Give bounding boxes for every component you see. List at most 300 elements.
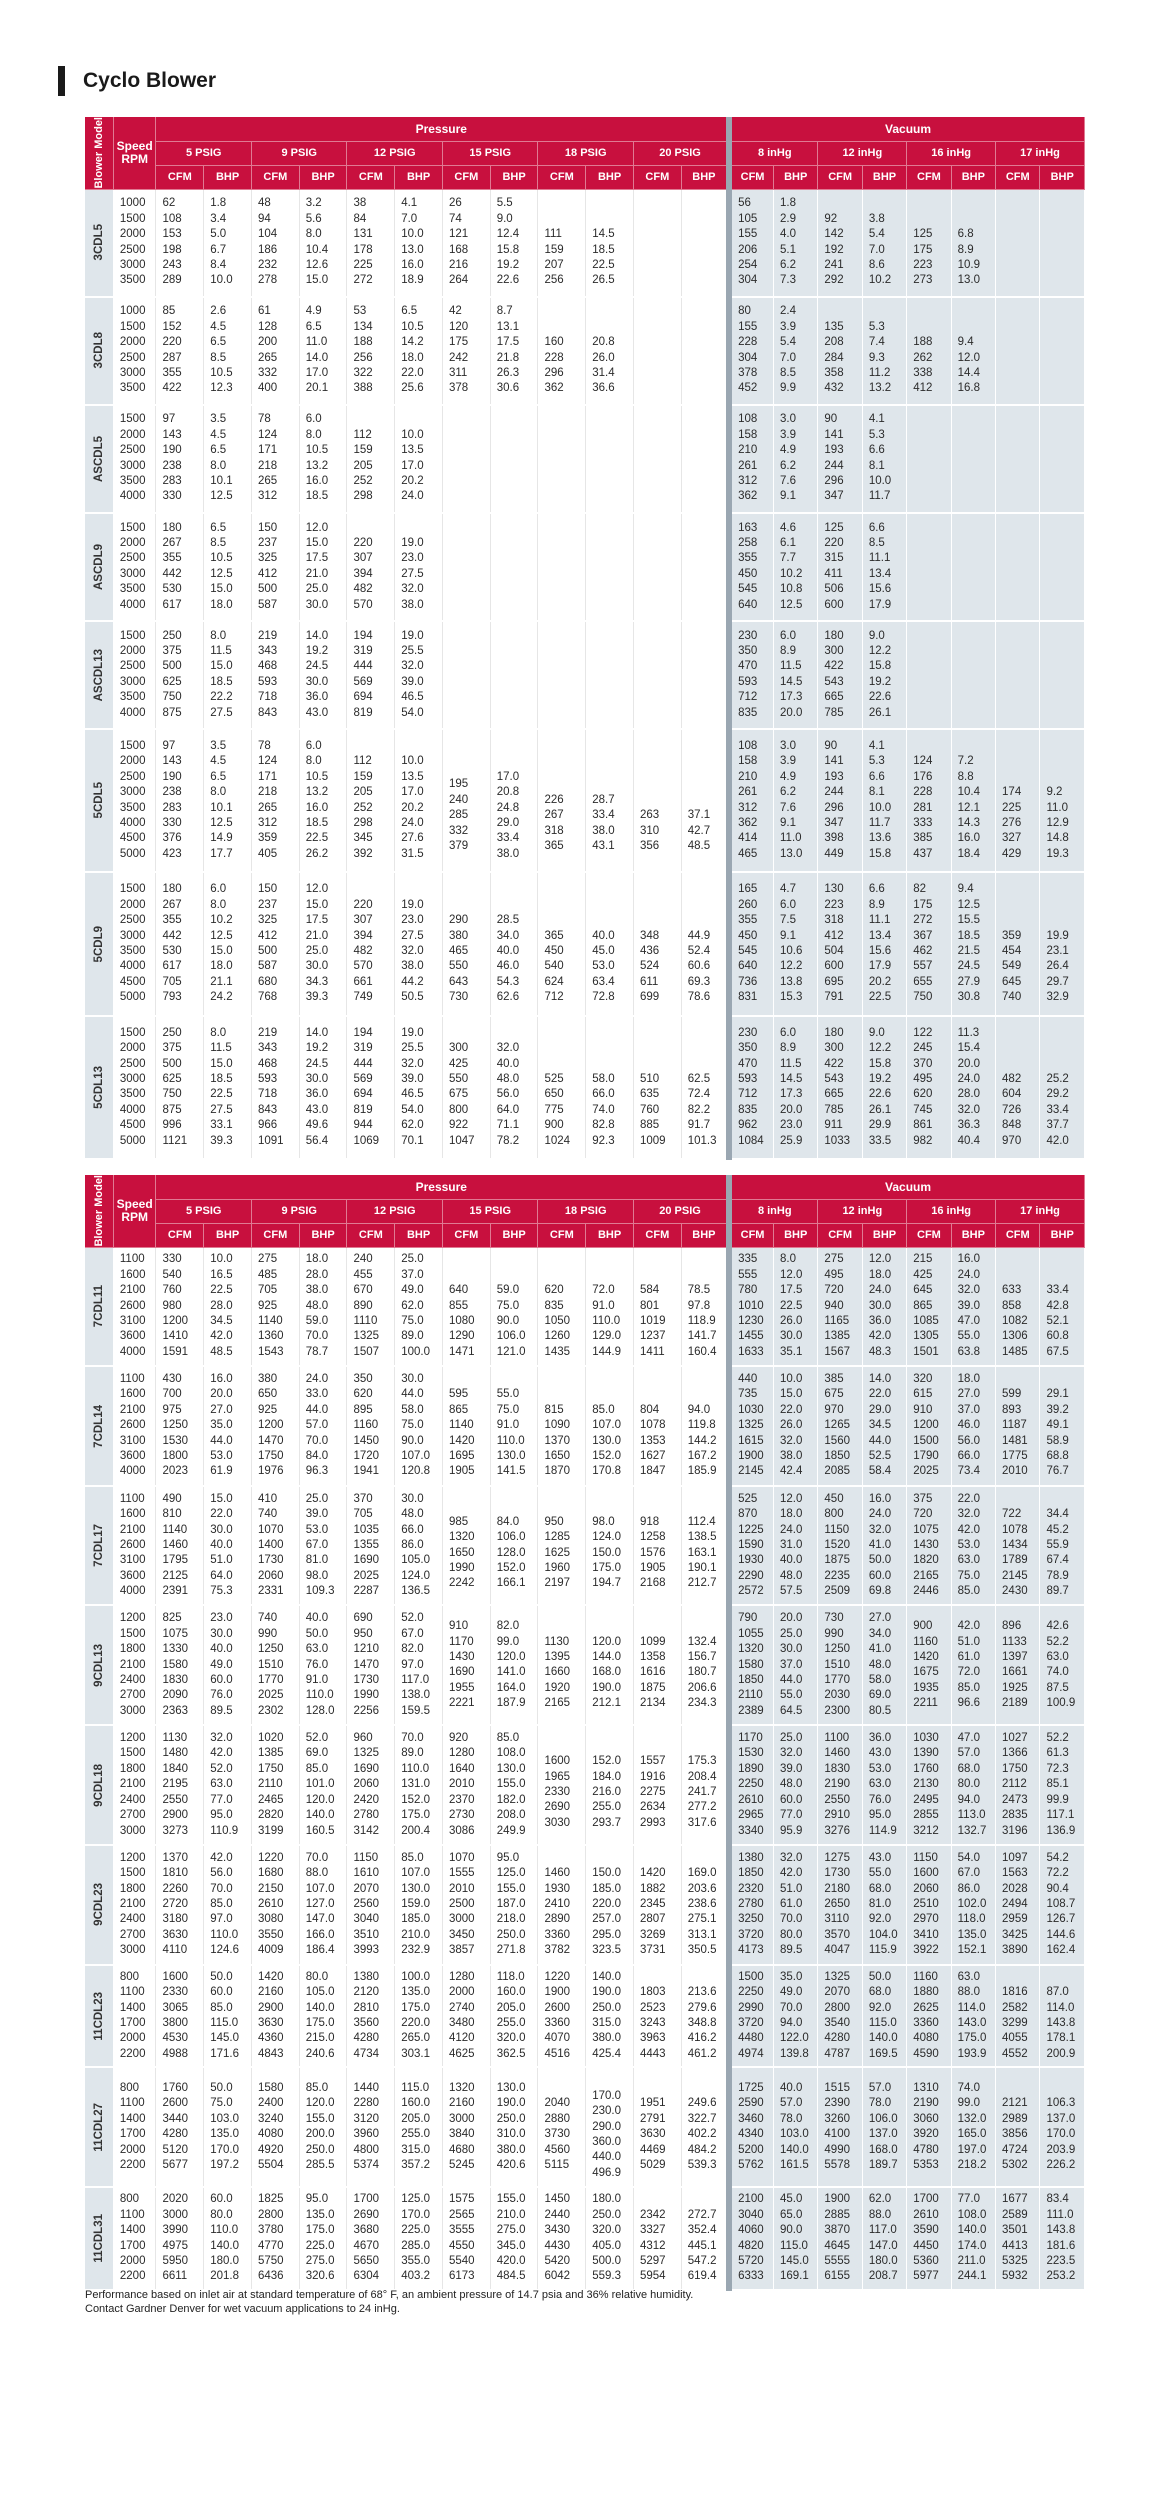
blower-model-cell [85,2067,113,2187]
cfm-header: CFM [818,165,862,189]
vacuum-cfm-values [907,513,951,621]
vacuum-cfm-values: 633 858 1082 1306 1485 [996,1247,1040,1366]
bhp-header: BHP [395,165,443,189]
pressure-cfm-values: 620 835 1050 1260 1435 [538,1247,586,1366]
cfm-header: CFM [818,1223,862,1247]
pressure-condition-header: 20 PSIG [633,1199,729,1223]
pressure-bhp-values [681,621,729,729]
pressure-bhp-values: 70.0 89.0 110.0 131.0 152.0 175.0 200.4 [395,1725,443,1845]
vacuum-cfm-values: 900 1160 1420 1675 1935 2211 [907,1605,951,1725]
cfm-header: CFM [251,165,299,189]
vacuum-cfm-values: 1325 2070 2800 3540 4280 4787 [818,1965,862,2068]
vacuum-bhp-values: 11.3 15.4 20.0 24.0 28.0 32.0 36.3 40.4 [951,1016,995,1159]
pressure-condition-header: 5 PSIG [156,1199,252,1223]
bhp-header: BHP [299,165,347,189]
pressure-bhp-values: 132.4 156.7 180.7 206.6 234.3 [681,1605,729,1725]
vacuum-bhp-values [1040,405,1085,513]
blower-model-label: 11CDL23 [92,1991,105,2041]
pressure-cfm-values: 300 425 550 675 800 922 1047 [442,1016,490,1159]
pressure-condition-header: 9 PSIG [251,1199,347,1223]
bhp-header: BHP [204,1223,252,1247]
vacuum-cfm-values: 125 175 223 273 [907,189,951,297]
blower-model-cell [85,2187,113,2290]
cfm-header: CFM [347,1223,395,1247]
pressure-cfm-values: 950 1285 1625 1960 2197 [538,1486,586,1606]
pressure-bhp-values: 4.9 6.5 11.0 14.0 17.0 20.1 [299,297,347,405]
pressure-bhp-values: 70.0 88.0 107.0 127.0 147.0 166.0 186.4 [299,1845,347,1965]
blower-model-label: 5CDL9 [92,925,105,963]
vacuum-cfm-values: 1677 2589 3501 4413 5325 5932 [996,2187,1040,2290]
model-block [85,621,1085,729]
vacuum-group-header: Vacuum [729,1175,1084,1199]
blower-model-label: 11CDL27 [92,2102,105,2152]
vacuum-cfm-values [996,513,1040,621]
speed-rpm-values: 800 1100 1400 1700 2000 2200 [113,1965,156,2068]
blower-model-cell [85,513,113,621]
model-block [85,1965,1085,2068]
pressure-bhp-values: 3.5 4.5 6.5 8.0 10.1 12.5 [204,405,252,513]
footnote-line: Performance based on inlet air at standard temperature of 68° F, an ambient pressure of 14.7 psia and 36% relative humidity. [85,2289,694,2301]
pressure-bhp-values: 52.0 67.0 82.0 97.0 117.0 138.0 159.5 [395,1605,443,1725]
pressure-cfm-values: 1099 1358 1616 1875 2134 [633,1605,681,1725]
pressure-bhp-values: 169.0 203.6 238.6 275.1 313.1 350.5 [681,1845,729,1965]
vacuum-cfm-values: 1380 1850 2320 2780 3250 3720 4173 [729,1845,773,1965]
vacuum-bhp-values: 14.0 22.0 29.0 34.5 44.0 52.5 58.4 [862,1366,906,1486]
pressure-cfm-values: 960 1325 1690 2060 2420 2780 3142 [347,1725,395,1845]
vacuum-condition-header: 8 inHg [729,141,818,165]
model-block [85,189,1085,297]
blower-model-cell [85,1016,113,1159]
speed-rpm-values: 1200 1500 1800 2100 2400 2700 3000 [113,1845,156,1965]
vacuum-cfm-values [996,189,1040,297]
vacuum-bhp-values: 35.0 49.0 70.0 94.0 122.0 139.8 [774,1965,818,2068]
pressure-bhp-values: 8.0 11.5 15.0 18.5 22.5 27.5 33.1 39.3 [204,1016,252,1159]
speed-rpm-values: 1500 2000 2500 3000 3500 4000 4500 5000 [113,729,156,872]
pressure-cfm-values: 195 240 285 332 379 [442,729,490,872]
pressure-bhp-values: 120.0 144.0 168.0 190.0 212.1 [586,1605,634,1725]
pressure-bhp-values: 50.0 60.0 85.0 115.0 145.0 171.6 [204,1965,252,2068]
cfm-header: CFM [347,165,395,189]
bhp-header: BHP [395,1223,443,1247]
vacuum-cfm-values: 1170 1530 1890 2250 2610 2965 3340 [729,1725,773,1845]
blower-model-label: ASCDL5 [92,435,105,482]
vacuum-cfm-values: 525 870 1225 1590 1930 2290 2572 [729,1486,773,1606]
speed-rpm-values: 1500 2000 2500 3000 3500 4000 [113,513,156,621]
bhp-header: BHP [681,165,729,189]
vacuum-bhp-values: 3.0 3.9 4.9 6.2 7.6 9.1 11.0 13.0 [774,729,818,872]
pressure-cfm-values [442,405,490,513]
vacuum-cfm-values: 82 175 272 367 462 557 655 750 [907,872,951,1015]
pressure-cfm-values: 97 143 190 238 283 330 376 423 [156,729,204,872]
pressure-bhp-values: 82.0 99.0 120.0 141.0 164.0 187.9 [490,1605,538,1725]
pressure-cfm-values: 150 237 325 412 500 587 [251,513,299,621]
cfm-header: CFM [996,165,1040,189]
pressure-bhp-values: 170.0 230.0 290.0 360.0 440.0 496.9 [586,2067,634,2187]
vacuum-bhp-values: 22.0 32.0 42.0 53.0 63.0 75.0 85.0 [951,1486,995,1606]
pressure-cfm-values: 690 950 1210 1470 1730 1990 2256 [347,1605,395,1725]
vacuum-bhp-values: 4.6 6.1 7.7 10.2 10.8 12.5 [774,513,818,621]
cfm-header: CFM [538,1223,586,1247]
model-block [85,729,1085,872]
vacuum-bhp-values: 3.0 3.9 4.9 6.2 7.6 9.1 [774,405,818,513]
vacuum-cfm-values: 124 176 228 281 333 385 437 [907,729,951,872]
vacuum-condition-header: 12 inHg [818,141,907,165]
pressure-bhp-values: 24.0 33.0 44.0 57.0 70.0 84.0 96.3 [299,1366,347,1486]
vacuum-bhp-values: 29.1 39.2 49.1 58.9 68.8 76.7 [1040,1366,1085,1486]
blower-model-label: 9CDL18 [92,1763,105,1807]
vacuum-bhp-values: 32.0 42.0 51.0 61.0 70.0 80.0 89.5 [774,1845,818,1965]
pressure-bhp-values: 10.0 13.5 17.0 20.2 24.0 [395,405,443,513]
pressure-cfm-values: 1130 1395 1660 1920 2165 [538,1605,586,1725]
vacuum-cfm-values: 80 155 228 304 378 452 [729,297,773,405]
cfm-header: CFM [907,165,951,189]
pressure-cfm-values: 112 159 205 252 298 [347,405,395,513]
pressure-bhp-values: 17.0 20.8 24.8 29.0 33.4 38.0 [490,729,538,872]
model-block [85,2067,1085,2187]
cfm-header: CFM [633,1223,681,1247]
pressure-cfm-values: 1220 1680 2150 2610 3080 3550 4009 [251,1845,299,1965]
bhp-header: BHP [299,1223,347,1247]
header-row-group [85,1175,1085,1199]
vacuum-cfm-values: 108 158 210 261 312 362 [729,405,773,513]
vacuum-bhp-values: 20.0 25.0 30.0 37.0 44.0 55.0 64.5 [774,1605,818,1725]
pressure-bhp-values: 180.0 250.0 320.0 405.0 500.0 559.3 [586,2187,634,2290]
blower-model-label: ASCDL9 [92,543,105,590]
vacuum-bhp-values: 9.0 12.2 15.8 19.2 22.6 26.1 [862,621,906,729]
pressure-bhp-values: 94.0 119.8 144.2 167.2 185.9 [681,1366,729,1486]
blower-model-cell [85,1965,113,2068]
vacuum-cfm-values: 599 893 1187 1481 1775 2010 [996,1366,1040,1486]
pressure-bhp-values: 6.5 8.5 10.5 12.5 15.0 18.0 [204,513,252,621]
vacuum-bhp-values [951,405,995,513]
pressure-bhp-values: 20.8 26.0 31.4 36.6 [586,297,634,405]
pressure-bhp-values: 30.0 44.0 58.0 75.0 90.0 107.0 120.8 [395,1366,443,1486]
pressure-bhp-values: 78.5 97.8 118.9 141.7 160.4 [681,1247,729,1366]
pressure-bhp-values: 3.5 4.5 6.5 8.0 10.1 12.5 14.9 17.7 [204,729,252,872]
pressure-condition-header: 18 PSIG [538,1199,634,1223]
pressure-cfm-values [442,513,490,621]
pressure-bhp-values: 32.0 42.0 52.0 63.0 77.0 95.0 110.9 [204,1725,252,1845]
pressure-bhp-values: 12.0 15.0 17.5 21.0 25.0 30.0 34.3 39.3 [299,872,347,1015]
pressure-bhp-values [490,513,538,621]
pressure-bhp-values: 3.2 5.6 8.0 10.4 12.6 15.0 [299,189,347,297]
vacuum-cfm-values [996,297,1040,405]
pressure-bhp-values: 84.0 106.0 128.0 152.0 166.1 [490,1486,538,1606]
footnote-line: Contact Gardner Denver for wet vacuum applications to 24 inHg. [85,2303,400,2315]
vacuum-cfm-values: 1027 1366 1750 2112 2473 2835 3196 [996,1725,1040,1845]
vacuum-bhp-values: 87.0 114.0 143.8 178.1 200.9 [1040,1965,1085,2068]
vacuum-bhp-values: 57.0 78.0 106.0 137.0 168.0 189.7 [862,2067,906,2187]
vacuum-condition-header: 16 inHg [907,141,996,165]
speed-rpm-header: Speed RPM [113,117,156,189]
pressure-bhp-values: 55.0 75.0 91.0 110.0 130.0 141.5 [490,1366,538,1486]
vacuum-bhp-values: 25.0 32.0 39.0 48.0 60.0 77.0 95.9 [774,1725,818,1845]
blower-model-label: 7CDL14 [92,1404,105,1448]
pressure-bhp-values: 25.0 37.0 49.0 62.0 75.0 89.0 100.0 [395,1247,443,1366]
pressure-cfm-values: 97 143 190 238 283 330 [156,405,204,513]
pressure-bhp-values: 40.0 50.0 63.0 76.0 91.0 110.0 128.0 [299,1605,347,1725]
pressure-bhp-values: 50.0 75.0 103.0 135.0 170.0 197.2 [204,2067,252,2187]
speed-rpm-values: 800 1100 1400 1700 2000 2200 [113,2067,156,2187]
pressure-cfm-values: 112 159 205 252 298 345 392 [347,729,395,872]
pressure-bhp-values: 2.6 4.5 6.5 8.5 10.5 12.3 [204,297,252,405]
bhp-header: BHP [586,1223,634,1247]
vacuum-cfm-values: 165 260 355 450 545 640 736 831 [729,872,773,1015]
speed-rpm-values: 800 1100 1400 1700 2000 2200 [113,2187,156,2290]
vacuum-bhp-values: 42.6 52.2 63.0 74.0 87.5 100.9 [1040,1605,1085,1725]
pressure-cfm-values: 1803 2523 3243 3963 4443 [633,1965,681,2068]
pressure-bhp-values: 23.0 30.0 40.0 49.0 60.0 76.0 89.5 [204,1605,252,1725]
pressure-bhp-values: 18.0 28.0 38.0 48.0 59.0 70.0 78.7 [299,1247,347,1366]
blower-model-label: 3CDL8 [92,332,105,369]
vacuum-cfm-values: 375 720 1075 1430 1820 2165 2446 [907,1486,951,1606]
pressure-bhp-values [490,621,538,729]
vacuum-bhp-values: 8.0 12.0 17.5 22.5 26.0 30.0 35.1 [774,1247,818,1366]
pressure-bhp-values: 42.0 56.0 70.0 85.0 97.0 110.0 124.6 [204,1845,252,1965]
footnote [85,2288,693,2316]
vacuum-cfm-values: 896 1133 1397 1661 1925 2189 [996,1605,1040,1725]
pressure-cfm-values: 62 108 153 198 243 289 [156,189,204,297]
pressure-cfm-values [538,405,586,513]
pressure-cfm-values: 1600 2330 3065 3800 4530 4988 [156,1965,204,2068]
pressure-cfm-values: 595 865 1140 1420 1695 1905 [442,1366,490,1486]
pressure-bhp-values [681,297,729,405]
title-accent-bar [58,66,65,96]
cfm-header: CFM [156,1223,204,1247]
pressure-bhp-values [586,621,634,729]
pressure-bhp-values: 60.0 80.0 110.0 140.0 180.0 201.8 [204,2187,252,2290]
bhp-header: BHP [586,165,634,189]
vacuum-bhp-values: 77.0 108.0 140.0 174.0 211.0 244.1 [951,2187,995,2290]
cfm-header: CFM [729,165,773,189]
pressure-bhp-values: 8.7 13.1 17.5 21.8 26.3 30.6 [490,297,538,405]
pressure-cfm-values: 430 700 975 1250 1530 1800 2023 [156,1366,204,1486]
pressure-cfm-values: 1370 1810 2260 2720 3180 3630 4110 [156,1845,204,1965]
blower-model-cell [85,1725,113,1845]
pressure-cfm-values: 1440 2280 3120 3960 4800 5374 [347,2067,395,2187]
pressure-cfm-values: 1760 2600 3440 4280 5120 5677 [156,2067,204,2187]
pressure-bhp-values: 85.0 108.0 130.0 155.0 182.0 208.0 249.9 [490,1725,538,1845]
blower-model-cell [85,1247,113,1366]
pressure-cfm-values [442,621,490,729]
pressure-bhp-values: 10.0 13.5 17.0 20.2 24.0 27.6 31.5 [395,729,443,872]
pressure-cfm-values: 1320 2160 3000 3840 4680 5245 [442,2067,490,2187]
speed-rpm-values: 1500 2000 2500 3000 3500 4000 4500 5000 [113,1016,156,1159]
bhp-header: BHP [1040,1223,1085,1247]
pressure-cfm-values: 290 380 465 550 643 730 [442,872,490,1015]
vacuum-bhp-values: 4.7 6.0 7.5 9.1 10.6 12.2 13.8 15.3 [774,872,818,1015]
bhp-header: BHP [1040,165,1085,189]
vacuum-bhp-values: 83.4 111.0 143.8 181.6 223.5 253.2 [1040,2187,1085,2290]
vacuum-bhp-values: 34.4 45.2 55.9 67.4 78.9 89.7 [1040,1486,1085,1606]
pressure-cfm-values: 1420 2160 2900 3630 4360 4843 [251,1965,299,2068]
pressure-cfm-values: 219 343 468 593 718 843 966 1091 [251,1016,299,1159]
vacuum-cfm-values: 440 735 1030 1325 1615 1900 2145 [729,1366,773,1486]
bhp-header: BHP [681,1223,729,1247]
pressure-condition-header: 9 PSIG [251,141,347,165]
vacuum-bhp-values: 19.9 23.1 26.4 29.7 32.9 [1040,872,1085,1015]
pressure-bhp-values: 44.9 52.4 60.6 69.3 78.6 [681,872,729,1015]
pressure-bhp-values: 10.0 16.5 22.5 28.0 34.5 42.0 48.5 [204,1247,252,1366]
vacuum-cfm-values: 1275 1730 2180 2650 3110 3570 4047 [818,1845,862,1965]
vacuum-cfm-values: 320 615 910 1200 1500 1790 2025 [907,1366,951,1486]
vacuum-bhp-values: 12.0 18.0 24.0 30.0 36.0 42.0 48.3 [862,1247,906,1366]
pressure-bhp-values [681,405,729,513]
pressure-bhp-values: 5.5 9.0 12.4 15.8 19.2 22.6 [490,189,538,297]
vacuum-bhp-values: 6.6 8.5 11.1 13.4 15.6 17.9 [862,513,906,621]
model-block [85,872,1085,1015]
vacuum-cfm-values: 180 300 422 543 665 785 911 1033 [818,1016,862,1159]
blower-model-header-label: Blower Model [92,1175,105,1247]
vacuum-cfm-values [907,405,951,513]
pressure-bhp-values: 52.0 69.0 85.0 101.0 120.0 140.0 160.5 [299,1725,347,1845]
speed-rpm-header: Speed RPM [113,1175,156,1247]
speed-rpm-values: 1000 1500 2000 2500 3000 3500 [113,189,156,297]
vacuum-cfm-values: 230 350 470 593 712 835 [729,621,773,729]
pressure-cfm-values: 194 319 444 569 694 819 [347,621,395,729]
vacuum-cfm-values: 2100 3040 4060 4820 5720 6333 [729,2187,773,2290]
vacuum-bhp-values [1040,297,1085,405]
vacuum-cfm-values: 1816 2582 3299 4055 4552 [996,1965,1040,2068]
pressure-cfm-values: 1020 1385 1750 2110 2465 2820 3199 [251,1725,299,1845]
blower-model-cell [85,1486,113,1606]
pressure-cfm-values: 2040 2880 3730 4560 5115 [538,2067,586,2187]
pressure-cfm-values: 1450 2440 3430 4430 5420 6042 [538,2187,586,2290]
blower-model-cell [85,1366,113,1486]
vacuum-condition-header: 17 inHg [996,1199,1085,1223]
bhp-header: BHP [774,165,818,189]
pressure-bhp-values: 16.0 20.0 27.0 35.0 44.0 53.0 61.9 [204,1366,252,1486]
blower-model-cell [85,729,113,872]
pressure-cfm-values: 48 94 104 186 232 278 [251,189,299,297]
vacuum-bhp-values: 54.0 67.0 86.0 102.0 118.0 135.0 152.1 [951,1845,995,1965]
pressure-cfm-values: 380 650 925 1200 1470 1750 1976 [251,1366,299,1486]
vacuum-bhp-values: 16.0 24.0 32.0 39.0 47.0 55.0 63.8 [951,1247,995,1366]
pressure-cfm-values: 1951 2791 3630 4469 5029 [633,2067,681,2187]
vacuum-cfm-values: 335 555 780 1010 1230 1455 1633 [729,1247,773,1366]
vacuum-group-header: Vacuum [729,117,1084,141]
pressure-cfm-values [633,297,681,405]
pressure-cfm-values: 1600 1965 2330 2690 3030 [538,1725,586,1845]
pressure-cfm-values: 370 705 1035 1355 1690 2025 2287 [347,1486,395,1606]
model-block [85,1845,1085,1965]
pressure-bhp-values: 14.5 18.5 22.5 26.5 [586,189,634,297]
pressure-cfm-values: 219 343 468 593 718 843 [251,621,299,729]
speed-rpm-values: 1200 1500 1800 2100 2400 2700 3000 [113,1725,156,1845]
pressure-cfm-values: 740 990 1250 1510 1770 2025 2302 [251,1605,299,1725]
pressure-cfm-values: 78 124 171 218 265 312 [251,405,299,513]
vacuum-cfm-values: 359 454 549 645 740 [996,872,1040,1015]
pressure-cfm-values: 180 267 355 442 530 617 [156,513,204,621]
pressure-bhp-values: 58.0 66.0 74.0 82.8 92.3 [586,1016,634,1159]
cfm-header: CFM [729,1223,773,1247]
blower-model-cell [85,1845,113,1965]
pressure-cfm-values: 918 1258 1576 1905 2168 [633,1486,681,1606]
model-block [85,1247,1085,1366]
performance-grid [85,1175,1085,2291]
pressure-condition-header: 15 PSIG [442,141,538,165]
pressure-cfm-values: 42 120 175 242 311 378 [442,297,490,405]
pressure-cfm-values: 1130 1480 1840 2195 2550 2900 3273 [156,1725,204,1845]
pressure-bhp-values: 150.0 185.0 220.0 257.0 295.0 323.5 [586,1845,634,1965]
blower-model-label: 5CDL13 [92,1065,105,1109]
vacuum-cfm-values: 163 258 355 450 545 640 [729,513,773,621]
vacuum-bhp-values [1040,189,1085,297]
pressure-bhp-values: 85.0 107.0 130.0 152.0 170.8 [586,1366,634,1486]
blower-model-label: ASCDL13 [92,648,105,702]
pressure-condition-header: 18 PSIG [538,141,634,165]
pressure-bhp-values: 19.0 25.5 32.0 39.0 46.5 54.0 62.0 70.1 [395,1016,443,1159]
vacuum-cfm-values [996,621,1040,729]
vacuum-cfm-values [907,621,951,729]
pressure-cfm-values: 1280 2000 2740 3480 4120 4625 [442,1965,490,2068]
vacuum-bhp-values [1040,621,1085,729]
pressure-cfm-values: 53 134 188 256 322 388 [347,297,395,405]
model-block [85,1725,1085,1845]
pressure-cfm-values: 160 228 296 362 [538,297,586,405]
bhp-header: BHP [862,165,906,189]
vacuum-bhp-values: 10.0 15.0 22.0 26.0 32.0 38.0 42.4 [774,1366,818,1486]
speed-rpm-values: 1500 2000 2500 3000 3500 4000 [113,621,156,729]
vacuum-bhp-values: 42.0 51.0 61.0 72.0 85.0 96.6 [951,1605,995,1725]
pressure-bhp-values [586,513,634,621]
vacuum-cfm-values: 1700 2610 3590 4450 5360 5977 [907,2187,951,2290]
pressure-cfm-values: 410 740 1070 1400 1730 2060 2331 [251,1486,299,1606]
blower-model-label: 7CDL11 [92,1285,105,1328]
vacuum-bhp-values: 52.2 61.3 72.3 85.1 99.9 117.1 136.9 [1040,1725,1085,1845]
model-block [85,1605,1085,1725]
pressure-bhp-values: 125.0 170.0 225.0 285.0 355.0 403.2 [395,2187,443,2290]
vacuum-cfm-values: 1030 1390 1760 2130 2495 2855 3212 [907,1725,951,1845]
vacuum-cfm-values: 1150 1600 2060 2510 2970 3410 3922 [907,1845,951,1965]
pressure-bhp-values: 25.0 39.0 53.0 67.0 81.0 98.0 109.3 [299,1486,347,1606]
blower-model-cell [85,1605,113,1725]
pressure-cfm-values: 510 635 760 885 1009 [633,1016,681,1159]
vacuum-bhp-values: 9.4 12.0 14.4 16.8 [951,297,995,405]
pressure-cfm-values: 584 801 1019 1237 1411 [633,1247,681,1366]
pressure-bhp-values: 95.0 125.0 155.0 187.0 218.0 250.0 271.8 [490,1845,538,1965]
pressure-condition-header: 15 PSIG [442,1199,538,1223]
pressure-cfm-values: 1460 1930 2410 2890 3360 3782 [538,1845,586,1965]
blower-model-label: 5CDL5 [92,782,105,819]
pressure-bhp-values: 28.7 33.4 38.0 43.1 [586,729,634,872]
cfm-header: CFM [442,1223,490,1247]
vacuum-bhp-values: 16.0 24.0 32.0 41.0 50.0 60.0 69.8 [862,1486,906,1606]
pressure-cfm-values: 1070 1555 2010 2500 3000 3450 3857 [442,1845,490,1965]
pressure-bhp-values: 6.0 8.0 10.5 13.2 16.0 18.5 [299,405,347,513]
performance-table-2 [85,1175,1085,2285]
pressure-bhp-values: 12.0 15.0 17.5 21.0 25.0 30.0 [299,513,347,621]
header-row-units [85,1223,1085,1247]
pressure-bhp-values: 100.0 135.0 175.0 220.0 265.0 303.1 [395,1965,443,2068]
pressure-bhp-values: 155.0 210.0 275.0 345.0 420.0 484.5 [490,2187,538,2290]
pressure-cfm-values: 804 1078 1353 1627 1847 [633,1366,681,1486]
vacuum-bhp-values: 45.0 65.0 90.0 115.0 145.0 169.1 [774,2187,818,2290]
pressure-bhp-values: 95.0 135.0 175.0 225.0 275.0 320.6 [299,2187,347,2290]
vacuum-cfm-values: 275 495 720 940 1165 1385 1567 [818,1247,862,1366]
speed-rpm-values: 1500 2000 2500 3000 3500 4000 4500 5000 [113,872,156,1015]
pressure-bhp-values: 85.0 120.0 155.0 200.0 250.0 285.5 [299,2067,347,2187]
vacuum-bhp-values: 106.3 137.0 170.0 203.9 226.2 [1040,2067,1085,2187]
pressure-bhp-values: 115.0 160.0 205.0 255.0 315.0 357.2 [395,2067,443,2187]
pressure-cfm-values [633,405,681,513]
speed-rpm-values: 1000 1500 2000 2500 3000 3500 [113,297,156,405]
pressure-cfm-values: 825 1075 1330 1580 1830 2090 2363 [156,1605,204,1725]
pressure-cfm-values: 226 267 318 365 [538,729,586,872]
blower-model-label: 9CDL13 [92,1643,105,1687]
pressure-cfm-values: 815 1090 1370 1650 1870 [538,1366,586,1486]
bhp-header: BHP [204,165,252,189]
